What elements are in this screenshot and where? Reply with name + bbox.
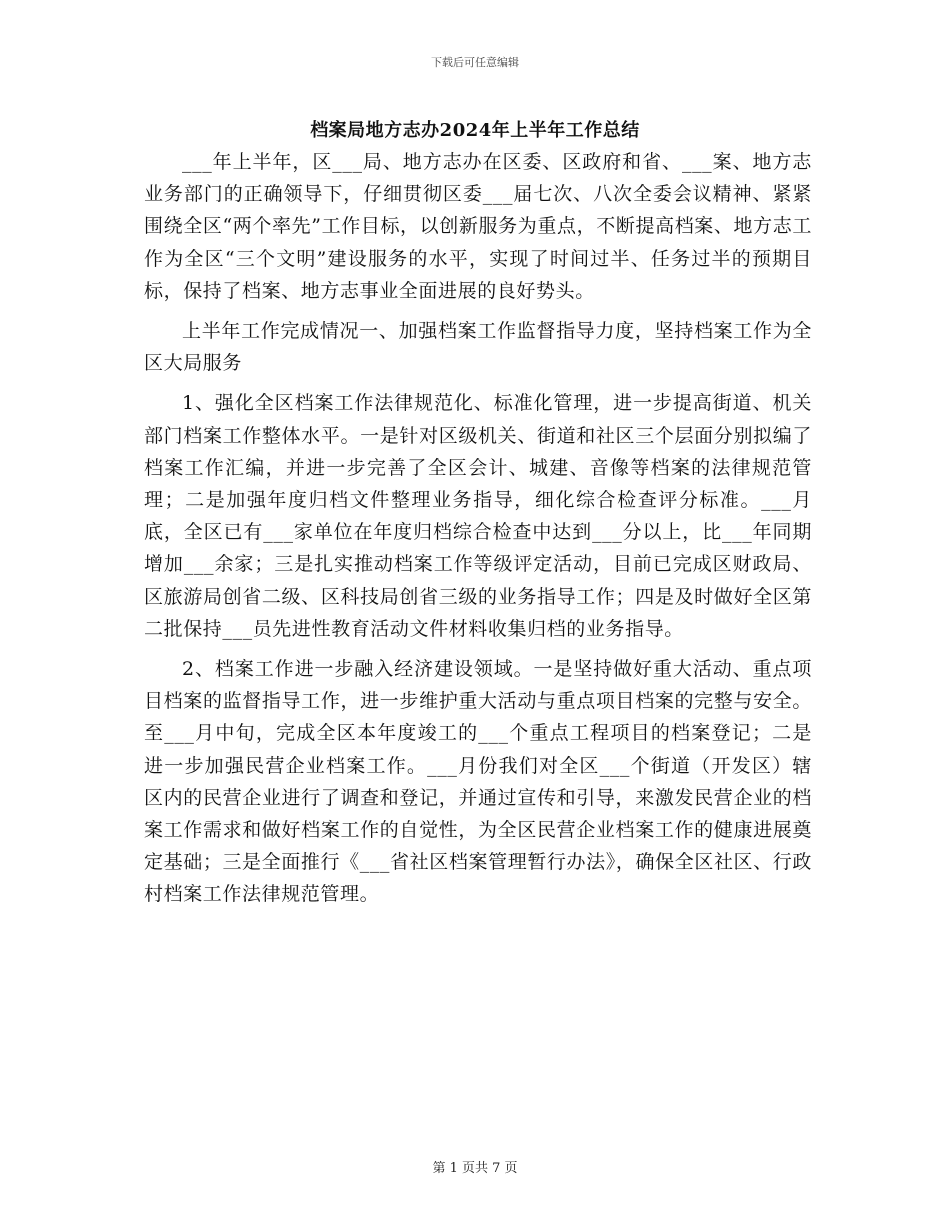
paragraph-item-1: 1、强化全区档案工作法律规范化、标准化管理，进一步提高街道、机关部门档案工作整体水平。一是针对区级机关、街道和社区三个层面分别拟编了档案工作汇编，并进一步完善了全区会计、城建、音像等档案的法律规范管理；二是加强年度归档文件整理业务指导，细化综合检查评分标准。___月底，全区已有___家单位在年度归档综合检查中达到___分以上，比___年同期增加___余家；三是扎实推动档案工作等级评定活动，目前已完成区财政局、区旅游局创省二级、区科技局创省三级的业务指导工作；四是及时做好全区第二批保持___员先进性教育活动文件材料收集归档的业务指导。 [144,392,812,640]
paragraph-item-2: 2、档案工作进一步融入经济建设领域。一是坚持做好重大活动、重点项目档案的监督指导工作，进一步维护重大活动与重点项目档案的完整与安全。至___月中旬，完成全区本年度竣工的___个重点工程项目的档案登记；二是进一步加强民营企业档案工作。___月份我们对全区___个街道（开发区）辖区内的民营企业进行了调查和登记，并通过宣传和引导，来激发民营企业的档案工作需求和做好档案工作的自觉性，为全区民营企业档案工作的健康进展奠定基础；三是全面推行《___省社区档案管理暂行办法》，确保全区社区、行政村档案工作法律规范管理。 [144,658,812,906]
document-title: 档案局地方志办2024年上半年工作总结 [310,120,640,141]
paragraph-section-heading: 上半年工作完成情况一、加强档案工作监督指导力度，坚持档案工作为全区大局服务 [144,320,812,375]
paragraph-intro: ___年上半年，区___局、地方志办在区委、区政府和省、___案、地方志业务部门的正确领导下，仔细贯彻区委___届七次、八次全委会议精神、紧紧围绕全区“两个率先”工作目标，以创新服务为重点，不断提高档案、地方志工作为全区“三个文明”建设服务的水平，实现了时间过半、任务过半的预期目标，保持了档案、地方志事业全面进展的良好势头。 [144,151,812,302]
page-number: 第 1 页共 7 页 [432,1161,518,1176]
document-body [144,146,812,911]
header-note: 下载后可任意编辑 [431,56,519,69]
